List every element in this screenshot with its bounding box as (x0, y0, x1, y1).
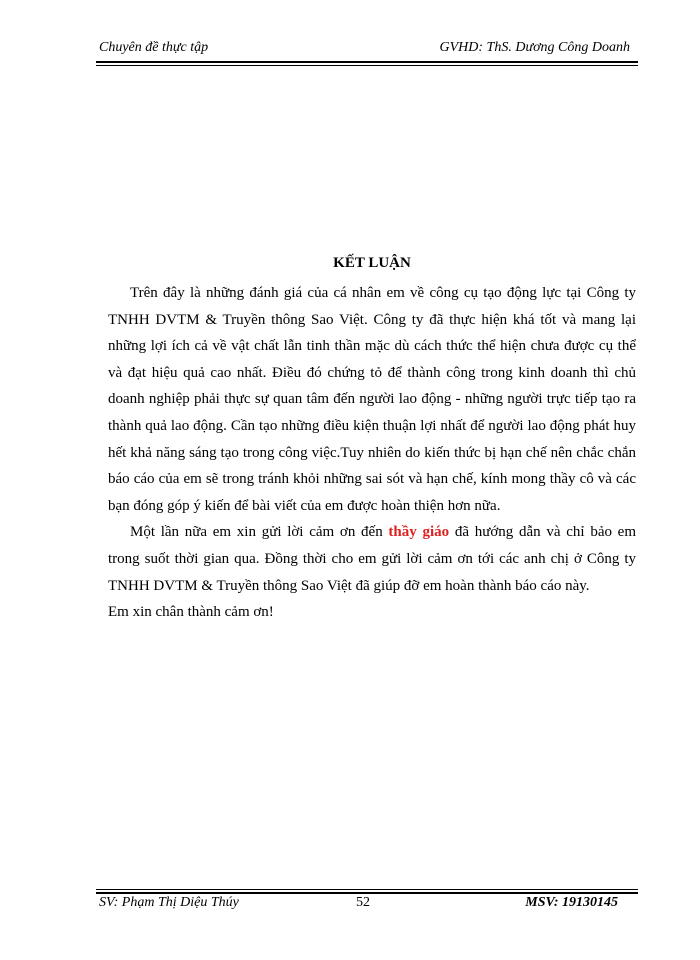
conclusion-paragraph: Trên đây là những đánh giá của cá nhân em về công cụ tạo động lực tại Công ty TNHH DVTM & Truyền thông Sao Việt. Công ty đã thực hiện khá tốt và mang lại những lợi ích cả về vật chất lẫn tinh thần mặc dù cách thức thể hiện chưa được cụ thể và đạt hiệu quả cao nhất. Điều đó chứng tỏ để thành công trong kinh doanh thì chủ doanh nghiệp phải thực sự quan tâm đến người lao động - những người trực tiếp tạo ra thành quả lao động. Cần tạo những điều kiện thuận lợi nhất để người lao động phát huy hết khả năng sáng tạo trong công việc.Tuy nhiên do kiến thức bị hạn chế nên chắc chắn báo cáo của em sẽ trong tránh khỏi những sai sót và hạn chế, kính mong thầy cô và các bạn đóng góp ý kiến để bài viết của em được hoàn thiện hơn nữa. (108, 285, 636, 514)
thanks-text-end: đã hướng dẫn và chỉ bảo em trong suốt thời gian qua. Đồng thời cho em gửi lời cảm ơn tới các anh chị ở Công ty TNHH DVTM & Truyền thông Sao Việt đã giúp đỡ em hoàn thành báo cáo này. (108, 524, 637, 594)
header-rule-thick (96, 61, 638, 63)
footer-rule-thin (96, 889, 638, 890)
document-body (108, 250, 636, 626)
page-number: 52 (356, 895, 370, 910)
thanks-paragraph (108, 519, 636, 599)
closing-line: Em xin chân thành cảm ơn! (108, 604, 274, 621)
page-header (96, 40, 638, 60)
highlighted-teacher-text: thầy giáo (388, 524, 450, 541)
thanks-text-start: Một lần nữa em xin gửi lời cảm ơn đến (130, 524, 389, 541)
section-title: KẾT LUẬN (333, 255, 411, 271)
footer-student-name: SV: Phạm Thị Diệu Thúy (99, 895, 239, 910)
header-course-title: Chuyên đề thực tập (99, 40, 209, 55)
footer-rule-thick (96, 892, 638, 894)
footer-student-id: MSV: 19130145 (525, 895, 618, 910)
page-footer (96, 895, 638, 915)
header-rule-thin (96, 65, 638, 66)
header-advisor: GVHD: ThS. Dương Công Doanh (439, 40, 630, 55)
